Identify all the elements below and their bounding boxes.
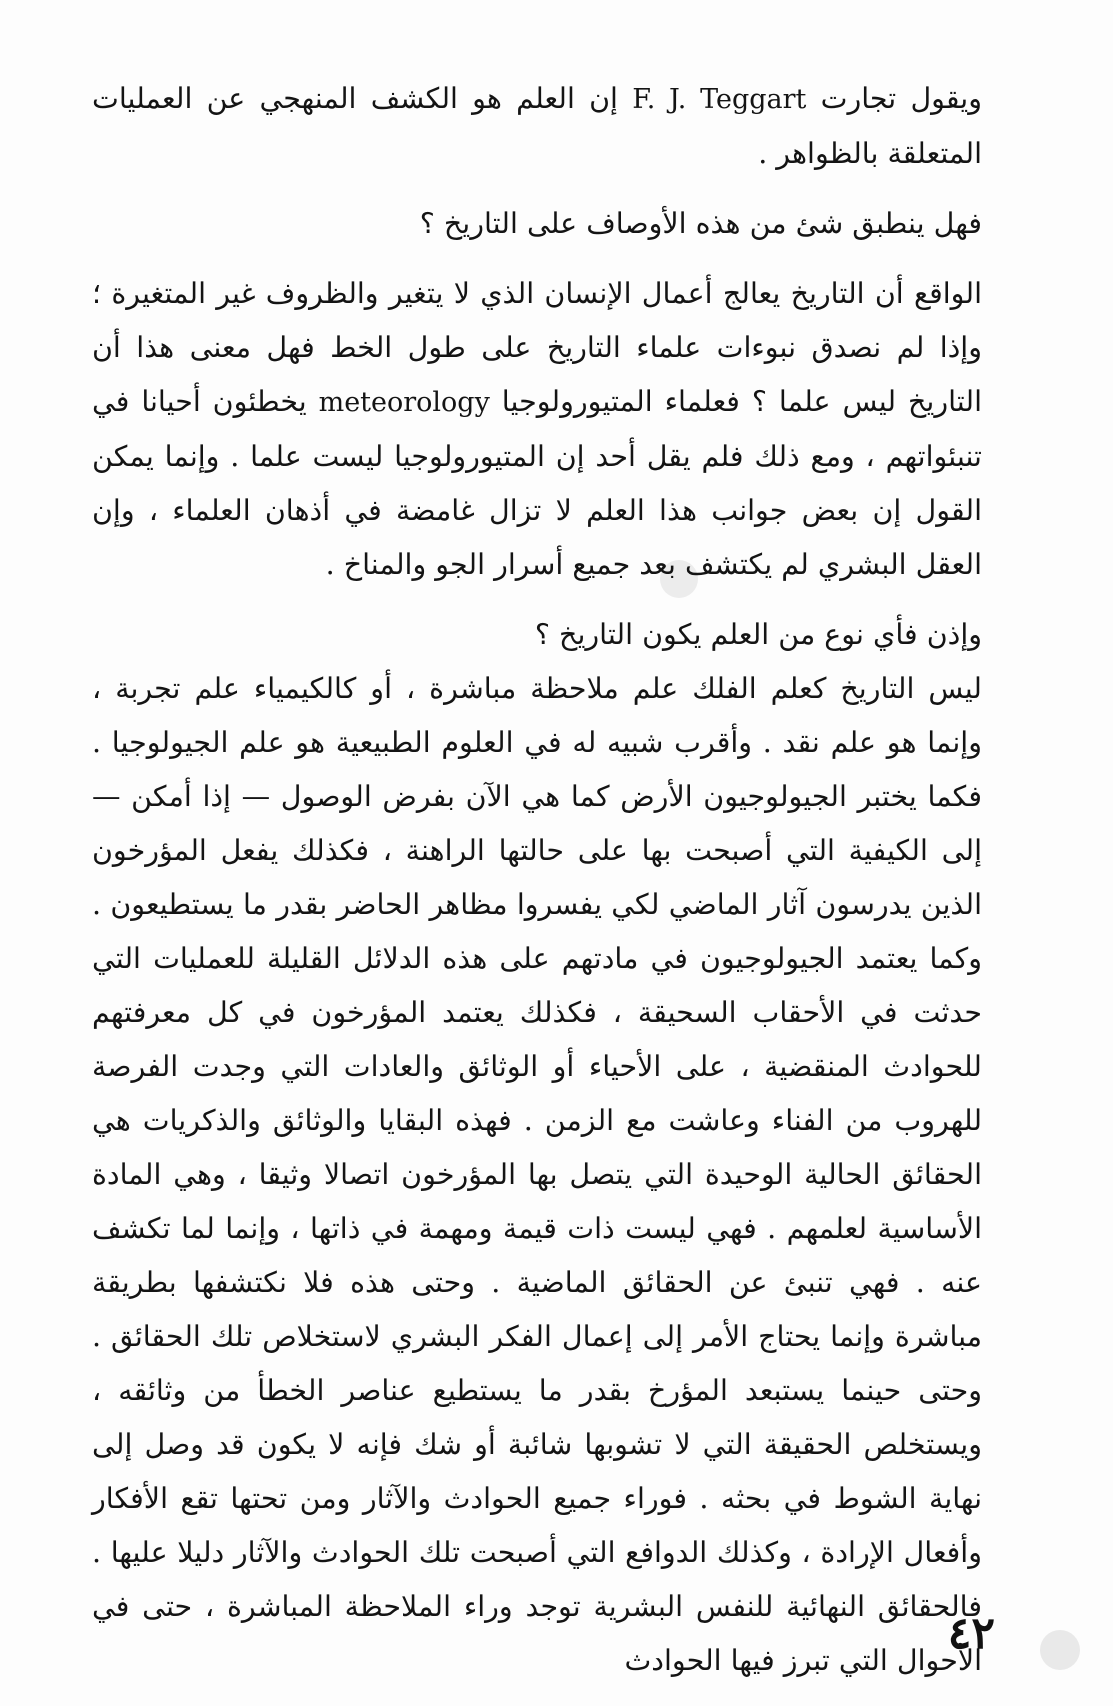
paper-smudge [1040, 1630, 1080, 1670]
paragraph-history-science [92, 662, 982, 1688]
paragraph-meteorology [92, 267, 982, 592]
paragraph-text: فهل ينطبق شئ من هذه الأوصاف على التاريخ ؟ [419, 207, 982, 240]
paragraph-question-1 [92, 197, 982, 251]
paragraph-text: ليس التاريخ كعلم الفلك علم ملاحظة مباشرة ، أو كالكيمياء علم تجربة ، وإنما هو علم نقد . وأقرب شبيه له في العلوم الطبيعية هو علم الجيولوجيا . فكما يختبر الجيولوجيون الأرض كما هي الآن بفرض الوصول — إذا أمكن — إلى الكيفية التي أصبحت بها على حالتها الراهنة ، فكذلك يفعل المؤرخون الذين يدرسون آثار الماضي لكي يفسروا مظاهر الحاضر بقدر ما يستطيعون . وكما يعتمد الجيولوجيون في مادتهم على هذه الدلائل القليلة للعمليات التي حدثت في الأحقاب السحيقة ، فكذلك يعتمد المؤرخون في كل معرفتهم للحوادث المنقضية ، على الأحياء أو الوثائق والعادات التي وجدت الفرصة للهروب من الفناء وعاشت مع الزمن . فهذه البقايا والوثائق والذكريات هي الحقائق الحالية الوحيدة التي يتصل بها المؤرخون اتصالا وثيقا ، وهي المادة الأساسية لعلمهم . فهي ليست ذات قيمة ومهمة في ذاتها ، وإنما لما تكشف عنه . فهي تنبئ عن الحقائق الماضية . وحتى هذه فلا نكتشفها بطريقة مباشرة وإنما يحتاج الأمر إلى إعمال الفكر البشري لاستخلاص تلك الحقائق . وحتى حينما يستبعد المؤرخ بقدر ما يستطيع عناصر الخطأ من وثائقه ، ويستخلص الحقيقة التي لا تشوبها شائبة أو شك فإنه لا يكون قد وصل إلى نهاية الشوط في بحثه . فوراء جميع الحوادث والآثار ومن تحتها تقع الأفكار وأفعال الإرادة ، وكذلك الدوافع التي أصبحت تلك الحوادث والآثار دليلا عليها . فالحقائق النهائية للنفس البشرية توجد وراء الملاحظة المباشرة ، حتى في الأحوال التي تبرز فيها الحوادث [92, 672, 982, 1677]
paragraph-text: يخطئون أحيانا في تنبئواتهم ، ومع ذلك فلم يقل أحد إن المتيورولوجيا ليست علما . وإنما يمكن القول إن بعض جوانب هذا العلم لا تزال غامضة في أذهان العلماء ، وإن العقل البشري لم يكتشف بعد جميع أسرار الجو والمناخ . [92, 385, 982, 581]
paragraph-text: الواقع أن التاريخ يعالج أعمال الإنسان الذي لا يتغير والظروف غير المتغيرة ؛ وإذا لم نصدق نبوءات علماء التاريخ على طول الخط فهل معنى هذا أن التاريخ ليس علما ؟ فعلماء المتيورولوجيا [92, 277, 982, 418]
latin-name: F. J. Teggart [632, 84, 807, 115]
page-number: ٤٢ [947, 1608, 995, 1659]
paragraph-text: وإذن فأي نوع من العلم يكون التاريخ ؟ [534, 618, 982, 651]
paragraph-teggart [92, 72, 982, 181]
paragraph-text: إن العلم هو الكشف المنهجي عن العمليات المتعلقة بالظواهر . [92, 82, 982, 170]
latin-term: meteorology [318, 387, 490, 418]
paragraph-question-2 [92, 608, 982, 662]
body-text [92, 72, 982, 1688]
paragraph-text: ويقول تجارت [820, 82, 982, 115]
